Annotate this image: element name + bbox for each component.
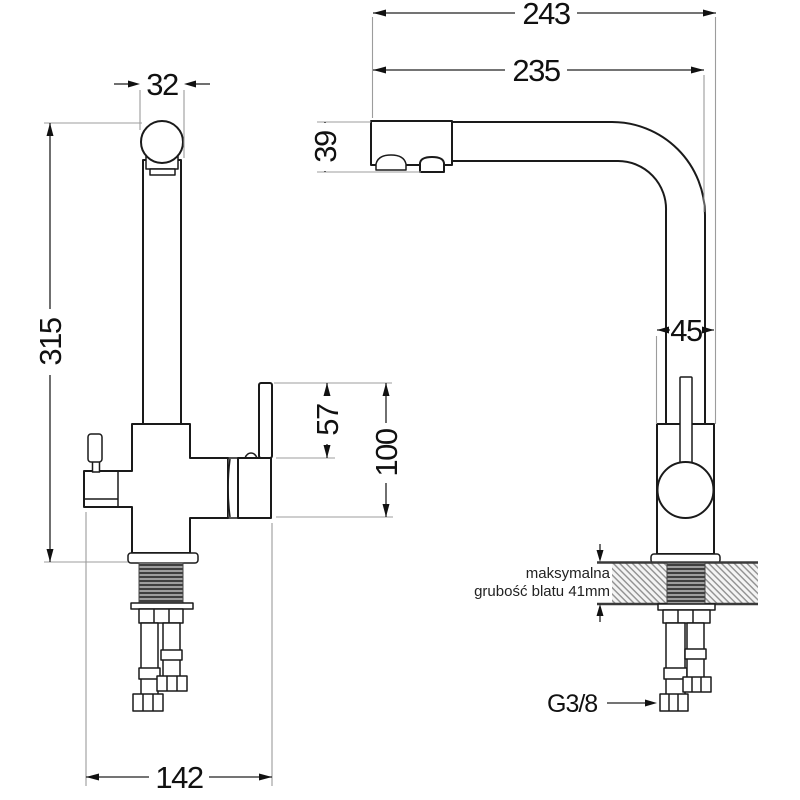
dimension-annotations — [33, 0, 716, 795]
dim-label-142: 142 — [155, 760, 203, 795]
front-washer — [131, 603, 193, 609]
front-spout-column — [143, 160, 181, 426]
front-handle-lever — [259, 383, 272, 458]
side-ball-joint — [658, 462, 714, 518]
thread-label: G3/8 — [547, 690, 598, 718]
front-hose-coupler-right — [161, 650, 182, 660]
dim-label-315: 315 — [33, 318, 68, 366]
dim-label-32: 32 — [146, 67, 178, 102]
front-supply-hose-left — [141, 623, 158, 695]
front-aerator-lip — [150, 169, 175, 175]
side-handle-lever — [680, 377, 692, 464]
dim-label-45: 45 — [670, 313, 702, 348]
dim-label-100: 100 — [369, 429, 404, 477]
front-filter-lever — [88, 434, 102, 462]
counter-note-line2: grubość blatu 41mm — [474, 583, 610, 600]
side-hose-fitting-right — [683, 677, 711, 692]
side-mounting-nut — [663, 610, 710, 623]
side-spout-tube — [452, 122, 705, 424]
front-hose-fitting-left — [133, 694, 163, 711]
side-supply-hose-left — [666, 623, 685, 695]
side-hose-fitting-left — [660, 694, 688, 711]
front-base-flange — [128, 553, 198, 563]
thread-callout — [547, 690, 657, 718]
side-aerator-outlet — [376, 155, 406, 170]
side-view-faucet — [371, 121, 758, 711]
counter-note-line1: maksymalna — [525, 565, 610, 582]
side-threaded-shank — [667, 563, 705, 604]
front-spout-end-circle — [141, 121, 183, 163]
dim-label-243: 243 — [522, 0, 570, 31]
dim-label-39: 39 — [308, 131, 343, 163]
side-filter-outlet — [420, 157, 444, 172]
front-body-cross — [84, 424, 228, 553]
dim-label-235: 235 — [512, 53, 560, 88]
front-view-faucet — [84, 121, 272, 711]
dim-label-57: 57 — [310, 404, 345, 436]
front-threaded-shank — [139, 563, 183, 603]
front-handle-body — [238, 458, 271, 518]
side-washer — [658, 604, 715, 610]
countertop-thickness-note — [474, 544, 611, 622]
front-hose-fitting-right — [157, 676, 187, 691]
front-mounting-nut — [139, 609, 183, 623]
side-hose-coupler-right — [685, 649, 706, 659]
